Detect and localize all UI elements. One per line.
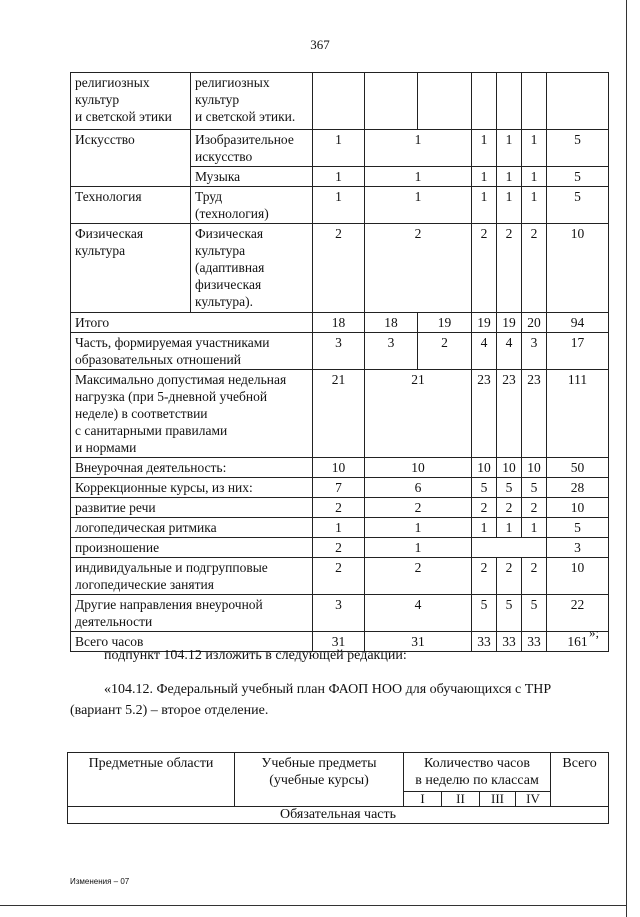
value-cell: 1 xyxy=(472,187,497,224)
value-cell: 1 xyxy=(365,538,472,558)
total-cell: 22 xyxy=(547,595,609,632)
table-row xyxy=(71,518,609,538)
value-cell: 2 xyxy=(365,558,472,595)
value-cell: 4 xyxy=(472,333,497,370)
value-cell: 1 xyxy=(497,130,522,167)
value-cell: 1 xyxy=(522,187,547,224)
total-cell: 10 xyxy=(547,558,609,595)
value-cell: 1 xyxy=(313,167,365,187)
value-cell: 10 xyxy=(472,458,497,478)
value-cell: 1 xyxy=(313,187,365,224)
value-cell: 33 xyxy=(522,632,547,652)
value-cell: 2 xyxy=(497,558,522,595)
value-cell: 4 xyxy=(497,333,522,370)
value-cell: 6 xyxy=(365,478,472,498)
table-row xyxy=(71,558,609,595)
total-cell: 94 xyxy=(547,313,609,333)
table-row xyxy=(71,595,609,632)
value-cell: 5 xyxy=(472,595,497,632)
mandatory-part-heading: Обязательная часть xyxy=(68,807,609,824)
value-cell: 21 xyxy=(313,370,365,458)
value-cell: 33 xyxy=(472,632,497,652)
value-cell: 2 xyxy=(313,558,365,595)
value-cell: 3 xyxy=(365,333,418,370)
subject-area-cell: Физическая культура xyxy=(71,224,191,313)
subject-area-cell: религиозных культур и светской этики xyxy=(71,73,191,130)
total-cell: 161 xyxy=(547,632,609,652)
total-cell: 28 xyxy=(547,478,609,498)
value-cell: 23 xyxy=(522,370,547,458)
value-cell: 2 xyxy=(365,498,472,518)
value-cell: 19 xyxy=(497,313,522,333)
value-cell: 20 xyxy=(522,313,547,333)
paragraph-federal-plan: «104.12. Федеральный учебный план ФАОП НОО для обучающихся с ТНР xyxy=(104,682,552,697)
row-label: Коррекционные курсы, из них: xyxy=(71,478,313,498)
row-label: Максимально допустимая недельная нагрузка (при 5-дневной учебной неделе) в соответствии с санитарными правилами и нормами xyxy=(71,370,313,458)
value-cell: 1 xyxy=(365,130,472,167)
value-cell: 2 xyxy=(522,558,547,595)
value-cell: 2 xyxy=(497,498,522,518)
header-total: Всего xyxy=(551,753,609,807)
value-cell: 19 xyxy=(472,313,497,333)
value-cell: 23 xyxy=(497,370,522,458)
value-cell: 2 xyxy=(497,224,522,313)
row-label: Всего часов xyxy=(71,632,313,652)
value-cell: 1 xyxy=(522,130,547,167)
total-cell: 5 xyxy=(547,518,609,538)
closing-quote: »; xyxy=(589,625,600,640)
value-cell: 1 xyxy=(313,518,365,538)
total-cell: 5 xyxy=(547,130,609,167)
total-cell: 10 xyxy=(547,498,609,518)
value-cell: 1 xyxy=(472,130,497,167)
value-cell: 1 xyxy=(522,167,547,187)
header-hours: Количество часов в неделю по классам xyxy=(404,753,551,792)
value-cell: 2 xyxy=(313,538,365,558)
value-cell: 21 xyxy=(365,370,472,458)
table-row xyxy=(71,187,609,224)
subject-cell: Музыка xyxy=(191,167,313,187)
grade-header: III xyxy=(480,792,516,807)
table-row xyxy=(71,370,609,458)
value-cell: 10 xyxy=(365,458,472,478)
value-cell: 2 xyxy=(472,498,497,518)
value-cell: 1 xyxy=(365,187,472,224)
page-number: 367 xyxy=(310,37,330,52)
value-cell: 18 xyxy=(365,313,418,333)
paragraph-subpoint: подпункт 104.12 изложить в следующей редакции: xyxy=(104,648,407,663)
row-label: Итого xyxy=(71,313,313,333)
grade-header: I xyxy=(404,792,442,807)
value-cell: 1 xyxy=(365,518,472,538)
header-subjects: Учебные предметы (учебные курсы) xyxy=(235,753,404,807)
value-cell: 31 xyxy=(365,632,472,652)
total-cell: 5 xyxy=(547,187,609,224)
value-cell: 2 xyxy=(472,558,497,595)
value-cell: 7 xyxy=(313,478,365,498)
total-cell: 17 xyxy=(547,333,609,370)
table-row xyxy=(71,73,609,130)
value-cell: 31 xyxy=(313,632,365,652)
itogo-row xyxy=(71,313,609,333)
scan-border-bottom xyxy=(0,905,627,906)
subject-cell: Изобразительное искусство xyxy=(191,130,313,167)
row-label: развитие речи xyxy=(71,498,313,518)
value-cell: 10 xyxy=(497,458,522,478)
value-cell: 2 xyxy=(365,224,472,313)
row-label: Другие направления внеурочной деятельности xyxy=(71,595,313,632)
table-row xyxy=(71,478,609,498)
value-cell: 1 xyxy=(497,187,522,224)
total-cell: 111 xyxy=(547,370,609,458)
value-cell: 23 xyxy=(472,370,497,458)
header-subject-areas: Предметные области xyxy=(68,753,235,807)
total-cell: 3 xyxy=(547,538,609,558)
subject-cell: религиозных культур и светской этики. xyxy=(191,73,313,130)
value-cell: 1 xyxy=(522,518,547,538)
value-cell: 2 xyxy=(522,224,547,313)
grade-header: IV xyxy=(516,792,551,807)
value-cell: 1 xyxy=(497,167,522,187)
total-cell: 50 xyxy=(547,458,609,478)
value-cell: 33 xyxy=(497,632,522,652)
table-row xyxy=(71,224,609,313)
value-cell: 2 xyxy=(522,498,547,518)
curriculum-table-header xyxy=(67,752,609,824)
row-label: Часть, формируемая участниками образовательных отношений xyxy=(71,333,313,370)
row-label: логопедическая ритмика xyxy=(71,518,313,538)
value-cell: 1 xyxy=(313,130,365,167)
scan-border-right xyxy=(626,0,627,917)
subject-area-cell: Технология xyxy=(71,187,191,224)
value-cell: 5 xyxy=(497,478,522,498)
value-cell: 3 xyxy=(313,333,365,370)
value-cell: 3 xyxy=(313,595,365,632)
table-row xyxy=(71,130,609,167)
subject-cell: Физическая культура (адаптивная физическая культура). xyxy=(191,224,313,313)
value-cell: 5 xyxy=(497,595,522,632)
value-cell: 1 xyxy=(472,167,497,187)
value-cell: 2 xyxy=(313,498,365,518)
value-cell: 18 xyxy=(313,313,365,333)
curriculum-table-continued xyxy=(70,72,609,652)
grade-header: II xyxy=(442,792,480,807)
value-cell: 4 xyxy=(365,595,472,632)
subject-area-cell: Искусство xyxy=(71,130,191,187)
value-cell: 19 xyxy=(418,313,472,333)
footer-revision: Изменения – 07 xyxy=(70,877,130,886)
value-cell: 10 xyxy=(313,458,365,478)
value-cell: 2 xyxy=(472,224,497,313)
value-cell: 1 xyxy=(365,167,472,187)
row-label: Внеурочная деятельность: xyxy=(71,458,313,478)
table-row xyxy=(71,538,609,558)
total-cell: 5 xyxy=(547,167,609,187)
subject-cell: Труд (технология) xyxy=(191,187,313,224)
row-label: произношение xyxy=(71,538,313,558)
value-cell: 2 xyxy=(313,224,365,313)
total-cell: 10 xyxy=(547,224,609,313)
value-cell: 2 xyxy=(418,333,472,370)
value-cell: 5 xyxy=(522,595,547,632)
row-label: индивидуальные и подгрупповые логопедические занятия xyxy=(71,558,313,595)
value-cell: 5 xyxy=(522,478,547,498)
value-cell: 5 xyxy=(472,478,497,498)
table-row xyxy=(71,498,609,518)
table-row xyxy=(71,333,609,370)
paragraph-variant: (вариант 5.2) – второе отделение. xyxy=(70,703,269,718)
table-row xyxy=(71,458,609,478)
value-cell: 10 xyxy=(522,458,547,478)
value-cell: 1 xyxy=(497,518,522,538)
value-cell: 3 xyxy=(522,333,547,370)
value-cell: 1 xyxy=(472,518,497,538)
